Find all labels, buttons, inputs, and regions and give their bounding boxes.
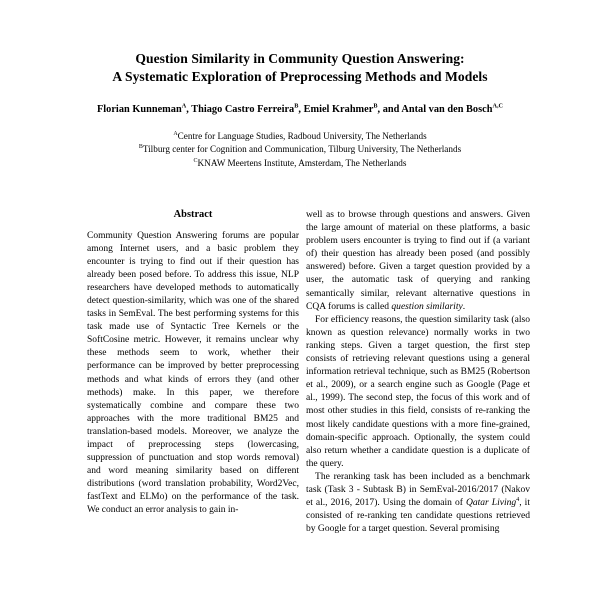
intro-paragraph-1-tail: . xyxy=(462,300,466,312)
author-name: Antal van den Bosch xyxy=(401,104,493,115)
intro-paragraph-1 xyxy=(306,208,530,313)
affiliation-text-a: Centre for Language Studies, Radboud University, The Netherlands xyxy=(177,131,427,141)
affiliation-mark-b: B xyxy=(138,144,143,151)
page-title xyxy=(0,50,600,85)
affiliation-c xyxy=(0,157,600,170)
affiliation-text-b: Tilburg center for Cognition and Communication, Tilburg University, The Netherlands xyxy=(142,144,462,155)
author-affiliation-mark: B xyxy=(373,102,378,110)
intro-paragraph-3-lead: The reranking task has been included as a benchmark task (Task 3 - Subtask B) in SemEval-2016/2017 (Nakov et al., 2016, 2017). Using the domain of xyxy=(306,470,530,509)
introduction-column xyxy=(306,208,530,600)
affiliation-list xyxy=(0,130,600,170)
author-list xyxy=(0,103,600,117)
author-separator: , xyxy=(298,104,304,115)
abstract-text: Community Question Answering forums are popular among Internet users, and a basic problem they encounter is trying to find out if their question has already been posed before. To address this issue, NLP researchers have developed methods to automatically detect question-similarity, which was one of the shared tasks in SemEval. The best performing systems for this task made use of Syntactic Tree Kernels or the SoftCosine metric. However, it remains unclear why these methods seem to work, whether their performance can be improved by better preprocessing methods and what kinds of errors they (and other methods) make. In this paper, we therefore systematically combine and compare these two approaches with the more traditional BM25 and translation-based models. Moreover, we analyze the impact of preprocessing steps (lowercasing, suppression of punctuation and stop words removal) and word meaning similarity based on different distributions (word translation probability, Word2Vec, fastText and ELMo) on the performance of the task. We conduct an error analysis to gain in- xyxy=(87,231,299,515)
intro-paragraph-3-tail: , it consisted of re-ranking ten candidate questions retrieved by Google for a target question. Several promising xyxy=(306,497,530,535)
author-affiliation-mark: A xyxy=(181,102,187,110)
term-qatar-living: Qatar Living xyxy=(465,497,517,509)
title-line-1: Question Similarity in Community Question Answering: xyxy=(135,51,465,66)
abstract-heading: Abstract xyxy=(173,209,213,220)
author-entry xyxy=(97,104,186,115)
paper-masthead xyxy=(0,0,600,170)
affiliation-a xyxy=(0,130,600,143)
author-separator: , and xyxy=(377,104,402,115)
affiliation-mark-c: C xyxy=(193,157,198,164)
author-name: Emiel Krahmer xyxy=(303,104,374,115)
author-entry xyxy=(304,104,378,115)
body-columns xyxy=(0,208,600,600)
author-name: Thiago Castro Ferreira xyxy=(191,104,295,115)
author-affiliation-mark: A,C xyxy=(492,102,504,110)
author-name: Florian Kunneman xyxy=(96,104,182,115)
term-question-similarity: question similarity xyxy=(391,300,463,312)
author-separator: , xyxy=(186,104,192,115)
intro-paragraph-2: For efficiency reasons, the question similarity task (also known as question relevance) normally works in two ranking steps. Given a target question, the first step consists of retrieving relevant questions using a general information retrieval technique, such as BM25 (Robertson et al., 2009), or a search engine such as Google (Page et al., 1999). The second step, the focus of this work and of most other studies in this field, consists of re-ranking the most likely candidate questions with a more fine-grained, domain-specific approach. Optionally, the system could also return whether a candidate question is a duplicate of the query. xyxy=(306,313,530,469)
intro-paragraph-3 xyxy=(306,470,530,535)
title-line-2: A Systematic Exploration of Preprocessing Methods and Models xyxy=(112,68,488,84)
intro-paragraph-1-lead: well as to browse through questions and answers. Given the large amount of material on these platforms, a basic problem users encounter is trying to find out if (a variant of) their question has already been posed (and possibly answered) before. Given a target question provided by a user, the automatic task of querying and ranking semantically similar, relevant alternative questions in CQA forums is called xyxy=(306,209,530,312)
affiliation-b xyxy=(0,143,600,156)
author-entry xyxy=(191,104,298,115)
affiliation-mark-a: A xyxy=(173,130,178,137)
author-affiliation-mark: B xyxy=(294,102,299,110)
footnote-marker-4: 4 xyxy=(516,495,520,503)
author-entry xyxy=(401,104,503,115)
affiliation-text-c: KNAW Meertens Institute, Amsterdam, The Netherlands xyxy=(197,157,407,168)
abstract-column xyxy=(87,208,299,600)
